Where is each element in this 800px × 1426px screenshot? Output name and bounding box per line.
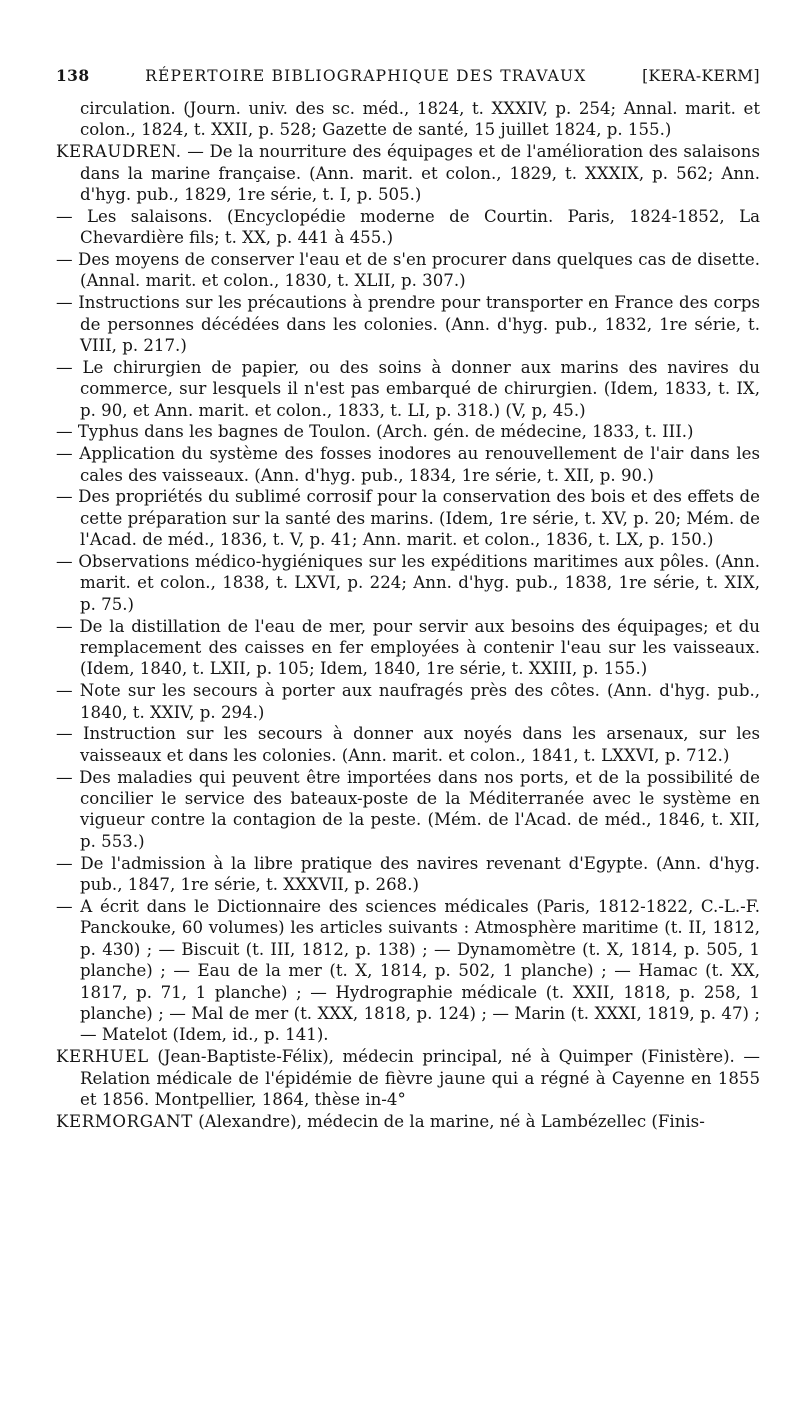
entry-author: KERHUEL <box>56 1047 149 1067</box>
bib-entry <box>56 486 760 550</box>
bibliography-entries <box>56 98 760 1132</box>
bib-entry <box>56 1111 760 1132</box>
header-range: [KERA-KERM] <box>642 67 760 85</box>
entry-text: (Jean-Baptiste-Félix), médecin principal, né à Quimper (Finistère). — Relation médicale de l'épidémie de fièvre jaune qui a régné à Cayenne en 1855 et 1856. Montpellier, 1864, thèse in-4° <box>80 1047 760 1109</box>
bib-entry <box>56 723 760 766</box>
entry-text: — De la distillation de l'eau de mer, pour servir aux besoins des équipages; et du remplacement des caisses en fer employées à contenir l'eau sur les vaisseaux. (Idem, 1840, t. LXII, p. 105; Idem, 1840, 1re série, t. XXIII, p. 155.) <box>56 616 760 679</box>
bib-entry <box>56 443 760 486</box>
bib-entry <box>56 767 760 853</box>
bib-entry <box>56 292 760 356</box>
bib-entry <box>56 680 760 723</box>
bib-entry <box>56 551 760 615</box>
entry-text: circulation. (Journ. univ. des sc. méd., 1824, t. XXXIV, p. 254; Annal. marit. et colon., 1824, t. XXII, p. 528; Gazette de santé, 15 juillet 1824, p. 155.) <box>80 99 760 140</box>
bib-entry <box>56 357 760 421</box>
entry-text: — Typhus dans les bagnes de Toulon. (Arch. gén. de médecine, 1833, t. III.) <box>56 422 694 442</box>
entry-text: — Les salaisons. (Encyclopédie moderne de Courtin. Paris, 1824-1852, La Chevardière fils; t. XX, p. 441 à 455.) <box>56 206 760 248</box>
bib-entry <box>56 98 760 141</box>
entry-text: — Des moyens de conserver l'eau et de s'en procurer dans quelques cas de disette. (Annal. marit. et colon., 1830, t. XLII, p. 307.) <box>56 250 760 291</box>
bib-entry <box>56 206 760 249</box>
bib-entry <box>56 249 760 292</box>
entry-text: — Application du système des fosses inodores au renouvellement de l'air dans les cales des vaisseaux. (Ann. d'hyg. pub., 1834, 1re série, t. XII, p. 90.) <box>56 444 760 485</box>
entry-text: — De la nourriture des équipages et de l'amélioration des salaisons dans la marine française. (Ann. marit. et colon., 1829, t. XXXIX, p. 562; Ann. d'hyg. pub., 1829, 1re série, t. I, p. 505.) <box>80 142 760 205</box>
bib-entry <box>56 616 760 680</box>
bib-entry <box>56 1046 760 1110</box>
entry-text: (Alexandre), médecin de la marine, né à Lambézellec (Finis- <box>192 1111 705 1131</box>
running-header <box>56 66 760 86</box>
page-number: 138 <box>56 66 90 85</box>
entry-text: — De l'admission à la libre pratique des navires revenant d'Egypte. (Ann. d'hyg. pub., 1847, 1re série, t. XXXVII, p. 268.) <box>56 853 760 895</box>
bib-entry <box>56 896 760 1046</box>
header-title: RÉPERTOIRE BIBLIOGRAPHIQUE DES TRAVAUX <box>145 67 587 85</box>
entry-text: — Instruction sur les secours à donner aux noyés dans les arsenaux, sur les vaisseaux et dans les colonies. (Ann. marit. et colon., 1841, t. LXXVI, p. 712.) <box>56 724 760 765</box>
entry-author: KERAUDREN. <box>56 142 182 162</box>
entry-text: — Le chirurgien de papier, ou des soins à donner aux marins des navires du commerce, sur lesquels il n'est pas embarqué de chirurgien. (Idem, 1833, t. IX, p. 90, et Ann. marit. et colon., 1833, t. LI, p. 318.) (V, p, 45.) <box>56 357 760 420</box>
bib-entry <box>56 853 760 896</box>
entry-author: KERMORGANT <box>56 1111 193 1131</box>
entry-text: — Des propriétés du sublimé corrosif pour la conservation des bois et des effets de cette préparation sur la santé des marins. (Idem, 1re série, t. XV, p. 20; Mém. de l'Acad. de méd., 1836, t. V, p. 41; Ann. marit. et colon., 1836, t. LX, p. 150.) <box>56 487 760 550</box>
entry-text: — Observations médico-hygiéniques sur les expéditions maritimes aux pôles. (Ann. marit. et colon., 1838, t. LXVI, p. 224; Ann. d'hyg. pub., 1838, 1re série, t. XIX, p. 75.) <box>56 552 760 614</box>
entry-text: — Note sur les secours à porter aux naufragés près des côtes. (Ann. d'hyg. pub., 1840, t. XXIV, p. 294.) <box>56 681 760 722</box>
entry-text: — Instructions sur les précautions à prendre pour transporter en France des corps de personnes décédées dans les colonies. (Ann. d'hyg. pub., 1832, 1re série, t. VIII, p. 217.) <box>56 293 760 356</box>
entry-text: — A écrit dans le Dictionnaire des sciences médicales (Paris, 1812-1822, C.-L.-F. Panckouke, 60 volumes) les articles suivants : Atmosphère maritime (t. II, 1812, p. 430) ; — Biscuit (t. III, 1812, p. 138) ; — Dynamomètre (t. X, 1814, p. 505, 1 planche) ; — Eau de la mer (t. X, 1814, p. 502, 1 planche) ; — Hamac (t. XX, 1817, p. 71, 1 planche) ; — Hydrographie médicale (t. XXII, 1818, p. 258, 1 planche) ; — Mal de mer (t. XXX, 1818, p. 124) ; — Marin (t. XXXI, 1819, p. 47) ; — Matelot (Idem, id., p. 141). <box>56 896 760 1045</box>
bib-entry <box>56 141 760 205</box>
bib-entry <box>56 421 760 442</box>
entry-text: — Des maladies qui peuvent être importées dans nos ports, et de la possibilité de concilier le service des bateaux-poste de la Méditerranée avec le système en vigueur contre la contagion de la peste. (Mém. de l'Acad. de méd., 1846, t. XII, p. 553.) <box>56 767 760 851</box>
